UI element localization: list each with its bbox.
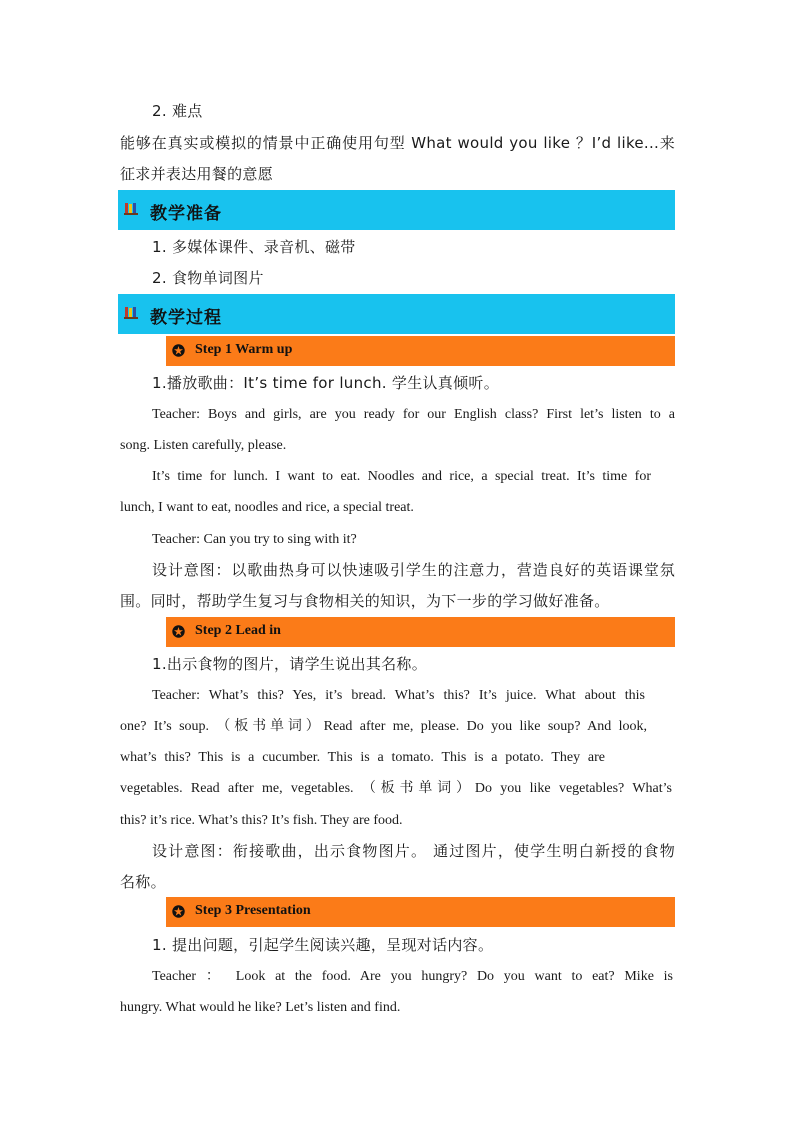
star-circle-icon (172, 625, 185, 638)
step1-line-1: 1.播放歌曲：It’s time for lunch. 学生认真倾听。 (152, 374, 499, 392)
section-header-preparation (118, 190, 675, 230)
step1-line-3: song. Listen carefully, please. (120, 438, 287, 453)
difficulty-line-2: 征求并表达用餐的意愿 (120, 165, 274, 183)
difficulty-heading: 2. 难点 (152, 102, 203, 120)
books-icon (124, 306, 138, 320)
star-circle-icon (172, 344, 185, 357)
step2-line-4: what’s this? This is a cucumber. This is a tomato. This is a potato. They are (120, 750, 605, 765)
step3-line-1: 1. 提出问题，引起学生阅读兴趣，呈现对话内容。 (152, 936, 494, 954)
step1-line-5: lunch, I want to eat, noodles and rice, a special treat. (120, 500, 414, 515)
step-header-2 (166, 617, 675, 647)
step2-line-6: this? it’s rice. What’s this? It’s fish. They are food. (120, 813, 403, 828)
step1-line-6: Teacher: Can you try to sing with it? (152, 532, 357, 547)
books-icon (124, 202, 138, 216)
preparation-item-1: 1. 多媒体课件、录音机、磁带 (152, 238, 356, 256)
step-header-1 (166, 336, 675, 366)
star-circle-icon (172, 905, 185, 918)
step2-line-7: 设计意图：衔接歌曲，出示食物图片。 通过图片，使学生明白新授的食物 (152, 842, 675, 860)
step-title-1: Step 1 Warm up (195, 342, 293, 357)
step1-line-8: 围。同时，帮助学生复习与食物相关的知识，为下一步的学习做好准备。 (120, 592, 610, 610)
step2-line-8: 名称。 (120, 873, 166, 891)
step2-line-3: one? It’s soup. （板书单词）Read after me, please. Do you like soup? And look, (120, 719, 647, 734)
step2-line-1: 1.出示食物的图片，请学生说出其名称。 (152, 655, 428, 673)
step1-line-7: 设计意图：以歌曲热身可以快速吸引学生的注意力，营造良好的英语课堂氛 (152, 561, 675, 579)
step2-line-5: vegetables. Read after me, vegetables. （板书单词）Do you like vegetables? What’s (120, 781, 672, 796)
section-header-process (118, 294, 675, 334)
step1-line-2: Teacher: Boys and girls, are you ready for our English class? First let’s listen to a (152, 407, 675, 422)
step-title-3: Step 3 Presentation (195, 903, 311, 918)
section-title-process: 教学过程 (150, 308, 222, 328)
preparation-item-2: 2. 食物单词图片 (152, 269, 264, 287)
step2-line-2: Teacher: What’s this? Yes, it’s bread. What’s this? It’s juice. What about this (152, 688, 645, 703)
step3-line-2: Teacher ： Look at the food. Are you hungry? Do you want to eat? Mike is (152, 969, 673, 984)
step-title-2: Step 2 Lead in (195, 623, 281, 638)
difficulty-line-1: 能够在真实或模拟的情景中正确使用句型 What would you like ？I’d like...来 (120, 134, 675, 152)
section-title-preparation: 教学准备 (150, 204, 222, 224)
step1-line-4: It’s time for lunch. I want to eat. Noodles and rice, a special treat. It’s time for (152, 469, 651, 484)
step3-line-3: hungry. What would he like? Let’s listen and find. (120, 1000, 401, 1015)
step-header-3 (166, 897, 675, 927)
